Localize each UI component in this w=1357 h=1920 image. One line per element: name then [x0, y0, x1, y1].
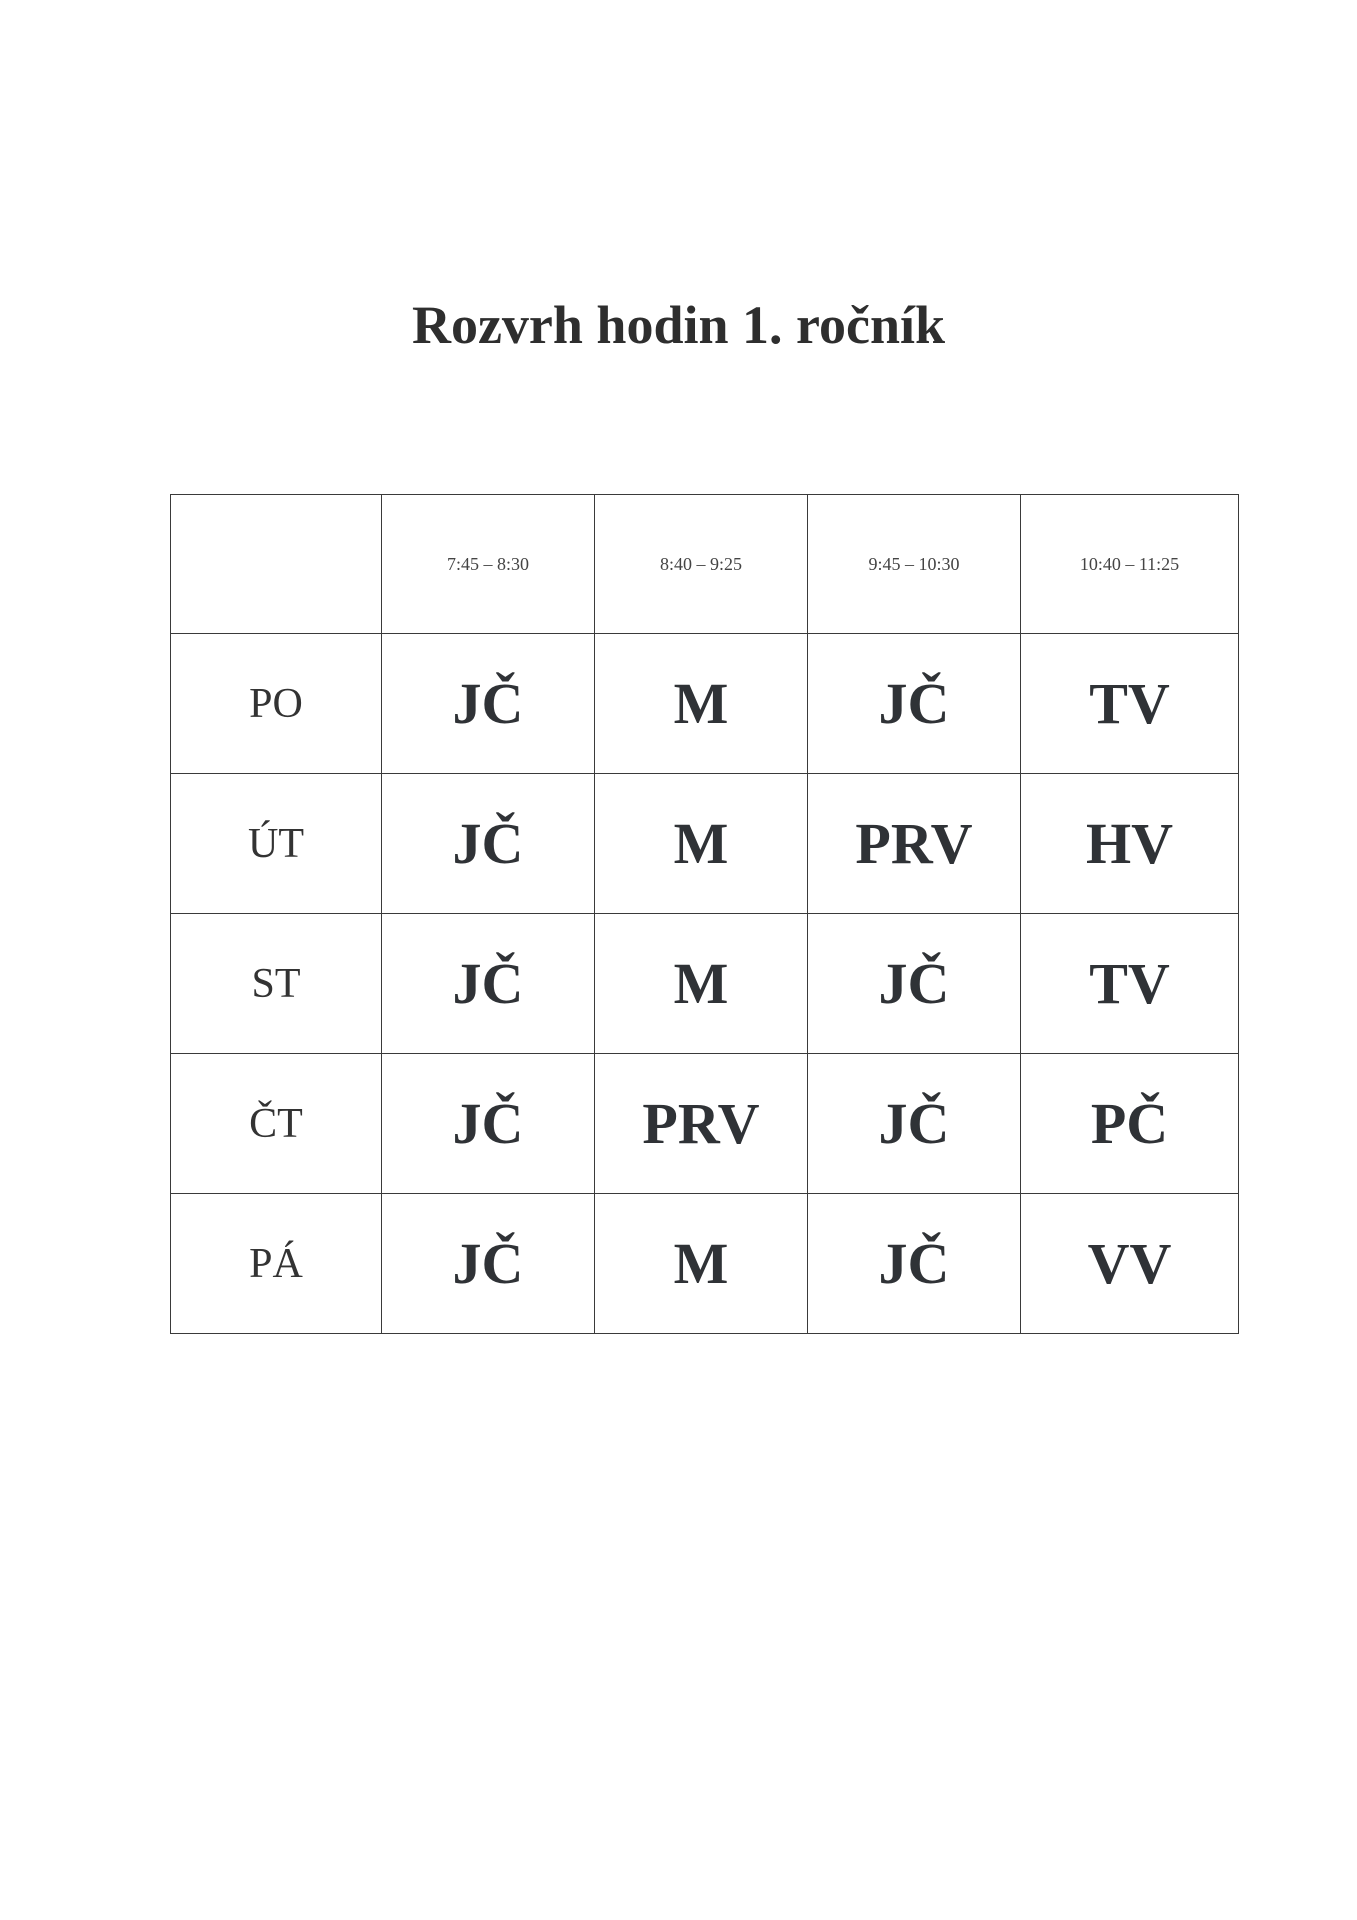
subject-cell: M	[595, 914, 808, 1054]
table-row	[171, 634, 1239, 774]
subject-cell: PRV	[595, 1054, 808, 1194]
day-label: ÚT	[171, 774, 382, 914]
table-row	[171, 1194, 1239, 1334]
subject-cell: JČ	[382, 1054, 595, 1194]
subject-cell: JČ	[382, 634, 595, 774]
subject-cell: JČ	[382, 1194, 595, 1334]
subject-cell: PČ	[1021, 1054, 1239, 1194]
corner-cell	[171, 495, 382, 634]
subject-cell: TV	[1021, 914, 1239, 1054]
subject-cell: M	[595, 634, 808, 774]
subject-cell: JČ	[382, 914, 595, 1054]
subject-cell: TV	[1021, 634, 1239, 774]
day-label: ST	[171, 914, 382, 1054]
subject-cell: JČ	[808, 634, 1021, 774]
day-label: PÁ	[171, 1194, 382, 1334]
period-header: 9:45 – 10:30	[808, 495, 1021, 634]
table-row	[171, 774, 1239, 914]
subject-cell: JČ	[808, 1054, 1021, 1194]
subject-cell: M	[595, 1194, 808, 1334]
table-row	[171, 1054, 1239, 1194]
timetable	[170, 494, 1239, 1334]
period-header: 10:40 – 11:25	[1021, 495, 1239, 634]
subject-cell: M	[595, 774, 808, 914]
page-title: Rozvrh hodin 1. ročník	[411, 295, 946, 355]
period-header: 8:40 – 9:25	[595, 495, 808, 634]
day-label: PO	[171, 634, 382, 774]
subject-cell: VV	[1021, 1194, 1239, 1334]
subject-cell: JČ	[808, 914, 1021, 1054]
timetable-header-row	[171, 495, 1239, 634]
subject-cell: JČ	[808, 1194, 1021, 1334]
subject-cell: HV	[1021, 774, 1239, 914]
subject-cell: PRV	[808, 774, 1021, 914]
subject-cell: JČ	[382, 774, 595, 914]
table-row	[171, 914, 1239, 1054]
day-label: ČT	[171, 1054, 382, 1194]
period-header: 7:45 – 8:30	[382, 495, 595, 634]
